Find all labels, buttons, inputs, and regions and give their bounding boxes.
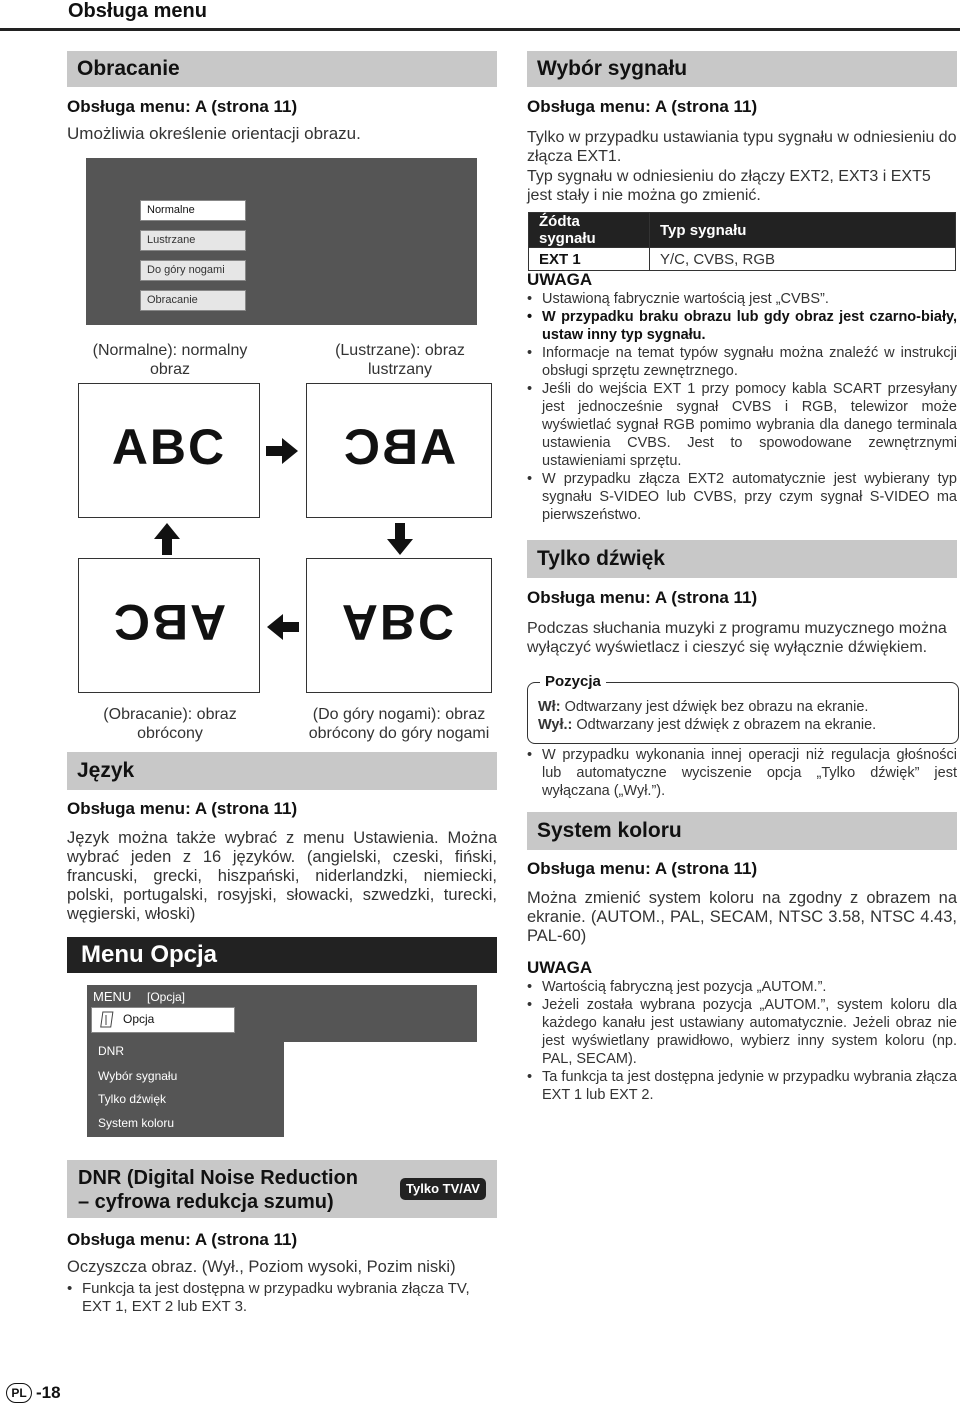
section-title-obracanie: Obracanie [67,51,497,87]
pozycja-wyl-val: Odtwarzany jest dźwięk z obrazem na ekranie. [572,717,877,733]
wybor-uwaga: UWAGA [527,270,593,289]
opcja-menu-header [87,985,477,1042]
signal-table-c2: Y/C, CVBS, RGB [650,248,956,271]
dnr-text: Oczyszcza obraz. (Wył., Poziom wysoki, Pozim niski) [67,1258,456,1276]
wybor-menu-ref: Obsługa menu: A (strona 11) [527,97,758,116]
dnr-title-line2: – cyfrowa redukcja szumu) [78,1191,334,1213]
obracanie-menu-ref: Obsługa menu: A (strona 11) [67,97,298,116]
wybor-p1: Tylko w przypadku ustawiania typu sygnału w odniesieniu do złącza EXT1. [527,129,957,165]
wybor-p2: Typ sygnału w odniesieniu do złączy EXT2, EXT3 i EXT5 jest stały i nie można go zmienić. [527,168,931,204]
system-notes [527,978,957,1104]
tylko-text: Podczas słuchania muzyki z programu muzycznego można wyłączyć wyświetlacz i cieszyć się wyłącznie dźwiękiem. [527,620,947,656]
signal-table-h2: Typ sygnału [650,213,956,248]
menu-label: MENU [93,989,132,1004]
menu-option-do-gory-nogami[interactable]: Do góry nogami [140,260,246,281]
pozycja-wl-key: Wł: [538,699,561,715]
badge-tylko-tv-av: Tylko TV/AV [400,1178,486,1200]
frame-upside [306,558,492,693]
lang-badge: PL [6,1383,32,1403]
arrow-down-icon [385,522,415,556]
wybor-note: • W przypadku złącza EXT2 automatycznie jest wybierany typ sygnału S-VIDEO lub CVBS, przy czym sygnał S-VIDEO ma pierwszeństwo. [527,470,957,524]
menu-option-obracanie[interactable]: Obracanie [140,290,246,311]
system-uwaga: UWAGA [527,958,593,977]
pozycja-label: Pozycja [540,673,606,690]
pozycja-box [527,673,959,744]
section-title-dnr [67,1160,497,1218]
signal-table [528,212,956,271]
menu-item-system-koloru[interactable]: System koloru [98,1116,175,1130]
section-title-menu-opcja: Menu Opcja [67,937,497,973]
system-note: • Ta funkcja ta jest dostępna jedynie w przypadku wybrania złącza EXT 1 lub EXT 2. [527,1068,957,1104]
dnr-menu-ref: Obsługa menu: A (strona 11) [67,1230,298,1249]
system-text: Można zmienić system koloru na zgodny z obrazem na ekranie. (AUTOM., PAL, SECAM, NTSC 3.58, NTSC 4.43, PAL-60) [527,889,957,945]
signal-table-row [529,248,956,271]
section-title-system: System koloru [527,812,957,850]
tab-opcja[interactable] [91,1007,235,1033]
arrow-right-icon [266,436,300,466]
menu-option-normalne[interactable]: Normalne [140,200,246,221]
arrow-left-icon [266,612,300,642]
tylko-menu-ref: Obsługa menu: A (strona 11) [527,588,758,607]
section-title-wybor: Wybór sygnału [527,51,957,87]
menu-item-tylko-dzwiek[interactable]: Tylko dźwięk [98,1092,167,1106]
pozycja-wyl-key: Wył.: [538,717,573,733]
menu-item-wybor-sygnalu[interactable]: Wybór sygnału [98,1069,178,1083]
section-title-jezyk: Język [67,752,497,790]
jezyk-menu-ref: Obsługa menu: A (strona 11) [67,799,298,818]
frame-rotate [78,558,260,693]
signal-table-h1: Źódta sygnału [529,213,650,248]
opcja-menu-list [87,1042,284,1137]
tab-opcja-label: Opcja [123,1012,155,1026]
header-divider [0,28,960,31]
options-icon [100,1011,116,1029]
abc-upside: ABC [341,594,457,650]
jezyk-text: Język można także wybrać z menu Ustawienia. Można wybrać jeden z 16 języków. (angielski, czeski, fiński, francuski, grecki, hiszpański, niderlandzki, niemiecki, polski, portugalski, rosyjski, słowacki, szwedzki, turecki, węgierski, włoski) [67,829,497,923]
wybor-note: • Ustawioną fabrycznie wartością jest „CVBS”. [527,290,957,308]
system-note: • Jeżeli została wybrana pozycja „AUTOM.”, system koloru dla każdego kanału jest ustawiany automatycznie. Jeżeli obraz nie jest wyświetlany prawidłowo, wybierz inny system koloru (np. PAL, SECAM). [527,996,957,1068]
dnr-title-line1: DNR (Digital Noise Reduction [78,1167,359,1189]
obracanie-desc: Umożliwia określenie orientacji obrazu. [67,124,361,143]
wybor-note: • W przypadku braku obrazu lub gdy obraz jest czarno-biały, ustaw inny typ sygnału. [527,308,957,344]
menu-path: [Opcja] [147,990,186,1004]
rotation-menu-panel [86,158,477,325]
caption-do-gory-nogami: (Do góry nogami): obraz obrócony do góry nogami [308,706,490,742]
abc-normal: ABC [111,419,227,475]
dnr-bullet: • Funkcja ta jest dostępna w przypadku wybrania złącza TV, EXT 1, EXT 2 lub EXT 3. [67,1280,499,1316]
system-menu-ref: Obsługa menu: A (strona 11) [527,859,758,878]
menu-option-lustrzane[interactable]: Lustrzane [140,230,246,251]
caption-lustrzane: (Lustrzane): obraz lustrzany [335,342,465,378]
wybor-note: • Jeśli do wejścia EXT 1 przy pomocy kabla SCART przesyłany jest jednocześnie sygnał CVBS i RGB, telewizor może wyświetlać sygnał RGB pomimo wybrania dla danego terminala ustawienia CVBS. Jest to spowodowane zewnętrznymi ustawieniami sprzętu. [527,380,957,470]
pozycja-wl [538,698,868,716]
pozycja-wyl [538,716,876,734]
signal-table-header [529,213,956,248]
abc-mirror: ABC [341,419,457,475]
caption-normalne: (Normalne): normalny obraz [92,342,248,378]
arrow-up-icon [152,522,182,556]
frame-normal [78,383,260,518]
section-title-tylko: Tylko dźwięk [527,540,957,578]
page-header-title: Obsługa menu [68,0,207,22]
system-note: • Wartością fabryczną jest pozycja „AUTOM.”. [527,978,957,996]
frame-mirror [306,383,492,518]
dnr-bullets [67,1280,499,1316]
menu-item-dnr[interactable]: DNR [98,1044,124,1058]
page-number: -18 [36,1383,61,1402]
wybor-notes [527,290,957,524]
pozycja-wl-val: Odtwarzany jest dźwięk bez obrazu na ekranie. [560,699,869,715]
wybor-note: • Informacje na temat typów sygnału można znaleźć w instrukcji obsługi sprzętu zewnętrznego. [527,344,957,380]
signal-table-c1: EXT 1 [529,248,650,271]
abc-rotate: ABC [111,594,227,650]
tylko-bullets [527,746,957,800]
tylko-bullet: • W przypadku wykonania innej operacji niż regulacja głośności lub automatyczne wyciszenie opcja „Tylko dźwięk” jest wyłączana („Wył.”). [527,746,957,800]
caption-obracanie: (Obracanie): obraz obrócony [103,706,237,742]
